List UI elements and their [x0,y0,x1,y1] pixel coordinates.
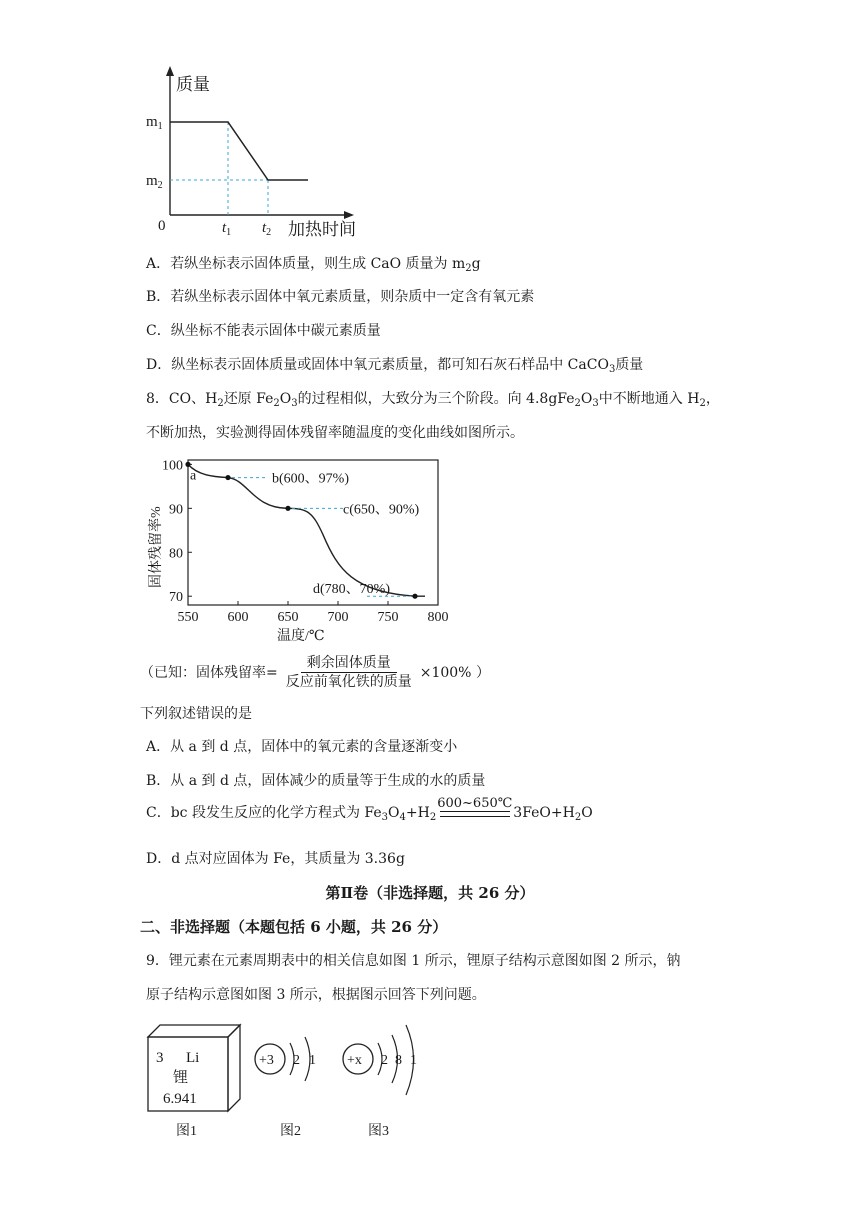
x-tick-label-600: 600 [227,610,249,625]
reaction-condition: 600~650℃ [437,796,512,823]
y-tick-label-100: 100 [162,458,183,474]
fig3-nucleus: +x [347,1053,362,1068]
fig3-shell-3: 1 [410,1053,417,1068]
tick-t1: $t_1$ [222,220,232,238]
label-a: a [190,468,197,484]
point-a [185,462,190,467]
label-d: d(780、70%) [313,582,390,598]
chart2-xlabel: 温度/℃ [277,629,325,644]
y-tick-label-70: 70 [169,590,183,606]
x-axis-label: 加热时间 [288,220,356,239]
y-axis-label: 质量 [176,75,210,94]
x-tick-label-550: 550 [177,610,199,625]
fig3-shell-2: 8 [395,1053,402,1068]
point-c [285,506,290,511]
section2-title: 第Ⅱ卷（非选择题，共 26 分） [325,884,535,902]
fig3-shell-1: 2 [381,1053,388,1068]
label-b: b(600、97%) [272,471,349,487]
q8-option-a: A．从 a 到 d 点，固体中的氧元素的含量逐渐变小 [146,739,458,755]
fig2-nucleus: +3 [259,1053,274,1068]
q7-option-d: D．纵坐标表示固体质量或固体中氧元素质量，都可知石灰石样品中 CaCO$_3$质量 [146,357,644,375]
q8-option-d: D．d 点对应固体为 Fe，其质量为 3.36g [146,851,405,867]
fig1-atomic-number: 3 [156,1050,164,1066]
tick-m1: $m_1$ [146,114,163,132]
q7-option-a: A．若纵坐标表示固体质量，则生成 CaO 质量为 $m_2g$ [146,256,481,274]
fig1-element-cell [148,1025,240,1111]
fig1-name: 锂 [173,1070,189,1086]
tick-m2: $m_2$ [146,173,163,191]
q8-known-formula: （已知：固体残留率= $\frac{\text{剩余固体质量}}{\text{反应前氧化铁的质量}}$ ×100% ） [140,655,490,690]
fig3-atom-diagram [343,1025,417,1095]
y-tick-label-90: 90 [169,502,183,518]
q8-option-b: B．从 a 到 d 点，固体减少的质量等于生成的水的质量 [146,773,486,789]
label-c: c(650、90%) [343,502,420,518]
q8-option-c: C．bc 段发生反应的化学方程式为 $Fe_3O_4+H_2$ 600~650℃ $3FeO+H_2O$ [146,796,593,823]
mass-line [170,122,308,180]
x-tick-label-750: 750 [377,610,399,625]
fig2-caption: 图2 [280,1124,301,1139]
fig1-symbol: Li [186,1050,200,1066]
q7-option-c: C．纵坐标不能表示固体中碳元素质量 [146,323,381,339]
q9-stem-line2: 原子结构示意图如图 3 所示，根据图示回答下列问题。 [146,987,486,1003]
x-tick-label-650: 650 [277,610,299,625]
point-b [225,475,230,480]
y-axis-arrow [166,66,174,76]
fig3-caption: 图3 [368,1124,389,1139]
q8-prompt: 下列叙述错误的是 [140,706,252,722]
residue-rate-fraction: $\frac{\text{剩余固体质量}}{\text{反应前氧化铁的质量}}$ [285,655,412,690]
x-axis-arrow [344,211,354,219]
fig2-shell-2: 1 [309,1053,316,1068]
fig1-caption: 图1 [176,1124,197,1139]
q8-stem-line2: 不断加热，实验测得固体残留率随温度的变化曲线如图所示。 [146,425,524,441]
x-tick-label-800: 800 [427,610,449,625]
tick-t2: $t_2$ [262,220,272,238]
origin-label: 0 [158,218,166,234]
section2-subtitle: 二、非选择题（本题包括 6 小题，共 26 分） [140,918,448,936]
mass-time-chart [140,60,380,245]
point-d [412,594,417,599]
q9-figures [140,1015,430,1145]
chart2-ylabel: 固体残留率% [149,506,164,588]
residue-rate-chart [140,450,460,645]
x-tick-label-700: 700 [327,610,349,625]
fig2-shell-1: 2 [293,1053,300,1068]
q8-stem-line1: 8．CO、$H_2$还原 $Fe_2O_3$的过程相似，大致分为三个阶段。向 $4.8gFe_2O_3$中不断地通入 $H_2$， [146,391,720,409]
fig1-mass: 6.941 [163,1091,197,1107]
q9-stem-line1: 9．锂元素在元素周期表中的相关信息如图 1 所示，锂原子结构示意图如图 2 所示，钠 [146,953,681,969]
fig2-atom-diagram [255,1037,316,1081]
q7-option-b: B．若纵坐标表示固体中氧元素质量，则杂质中一定含有氧元素 [146,289,535,305]
y-tick-label-80: 80 [169,546,183,562]
